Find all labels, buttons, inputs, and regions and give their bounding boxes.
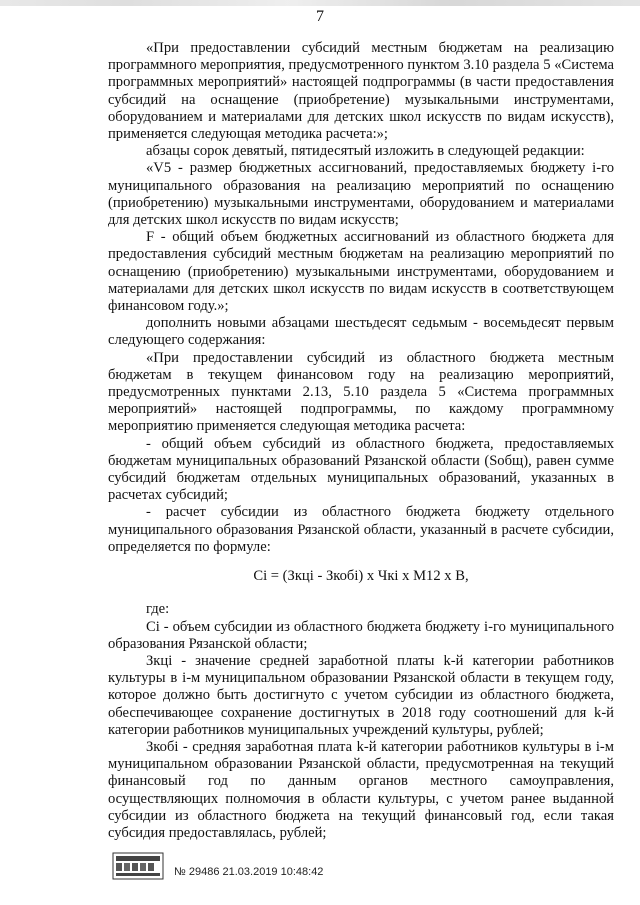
paragraph: Зкобi - средняя заработная плата k-й категории работников культуры в i-м муниципальном образовании Рязанской области, предусмотренная на текущий финансовый год по данным органов местного самоуправления, осуществляющих полномочия в области культуры, с учетом ранее выданной субсидии из областного бюджета на текущий финансовый год, если такая субсидия предоставлялась, рублей; (108, 738, 614, 841)
document-body (108, 40, 614, 842)
document-stamp-icon (112, 852, 164, 880)
formula: Ci = (Зкцi - Зкобi) x Чкi x М12 x В, (253, 568, 469, 585)
scan-edge (0, 0, 640, 6)
paragraph: - расчет субсидии из областного бюджета бюджету отдельного муниципального образования Рязанской области, указанный в расчете субсидии, определяется по формуле: (108, 504, 614, 555)
page-number: 7 (316, 8, 324, 25)
paragraph: дополнить новыми абзацами шестьдесят седьмым - восемьдесят первым следующего содержания: (108, 315, 614, 349)
paragraph: F - общий объем бюджетных ассигнований из областного бюджета для предоставления субсидий местным бюджетам на реализацию мероприятий по оснащению (приобретению) музыкальными инструментами, оборудованием и материалами для детских школ искусств по видам искусств в соответствующем финансовом году.»; (108, 229, 614, 315)
paragraph: где: (146, 601, 170, 618)
footer (112, 852, 512, 892)
paragraph: «При предоставлении субсидий из областного бюджета местным бюджетам в текущем финансовом году на реализацию мероприятий, предусмотренных пунктами 2.13, 5.10 раздела 5 «Система программных мероприятий» настоящей подпрограммы, по каждому программному мероприятию применяется следующая методика расчета: (108, 349, 614, 435)
paragraph: «При предоставлении субсидий местным бюджетам на реализацию программного мероприятия, предусмотренного пунктом 3.10 раздела 5 «Система программных мероприятий» настоящей подпрограммы (в части предоставления субсидий на оснащение (приобретение) музыкальными инструментами, оборудованием и материалами для детских школ искусств по видам искусств), применяется следующая методика расчета:»; (108, 40, 614, 143)
paragraph: абзацы сорок девятый, пятидесятый изложить в следующей редакции: (146, 143, 585, 160)
paragraph: «V5 - размер бюджетных ассигнований, предоставляемых бюджету i-го муниципального образования на реализацию мероприятий по оснащению (приобретению) музыкальными инструментами, оборудованием и материалами для детских школ искусств по видам искусств; (108, 160, 614, 229)
registration-number: № 29486 21.03.2019 10:48:42 (174, 866, 324, 878)
paragraph: Зкцi - значение средней заработной платы k-й категории работников культуры в i-м муниципальном образовании Рязанской области в текущем году, которое должно быть достигнуто с учетом субсидии из областного бюджета, обеспечивающее сохранение достигнутых в 2018 году соотношений для k-й категории работников муниципальных учреждений культуры, рублей; (108, 652, 614, 738)
paragraph: - общий объем субсидий из областного бюджета, предоставляемых бюджетам муниципальных образований Рязанской области (Sобщ), равен сумме субсидий бюджетам отдельных муниципальных образований, указанных в расчетах субсидий; (108, 435, 614, 504)
paragraph: Ci - объем субсидии из областного бюджета бюджету i-го муниципального образования Рязанской области; (108, 618, 614, 652)
